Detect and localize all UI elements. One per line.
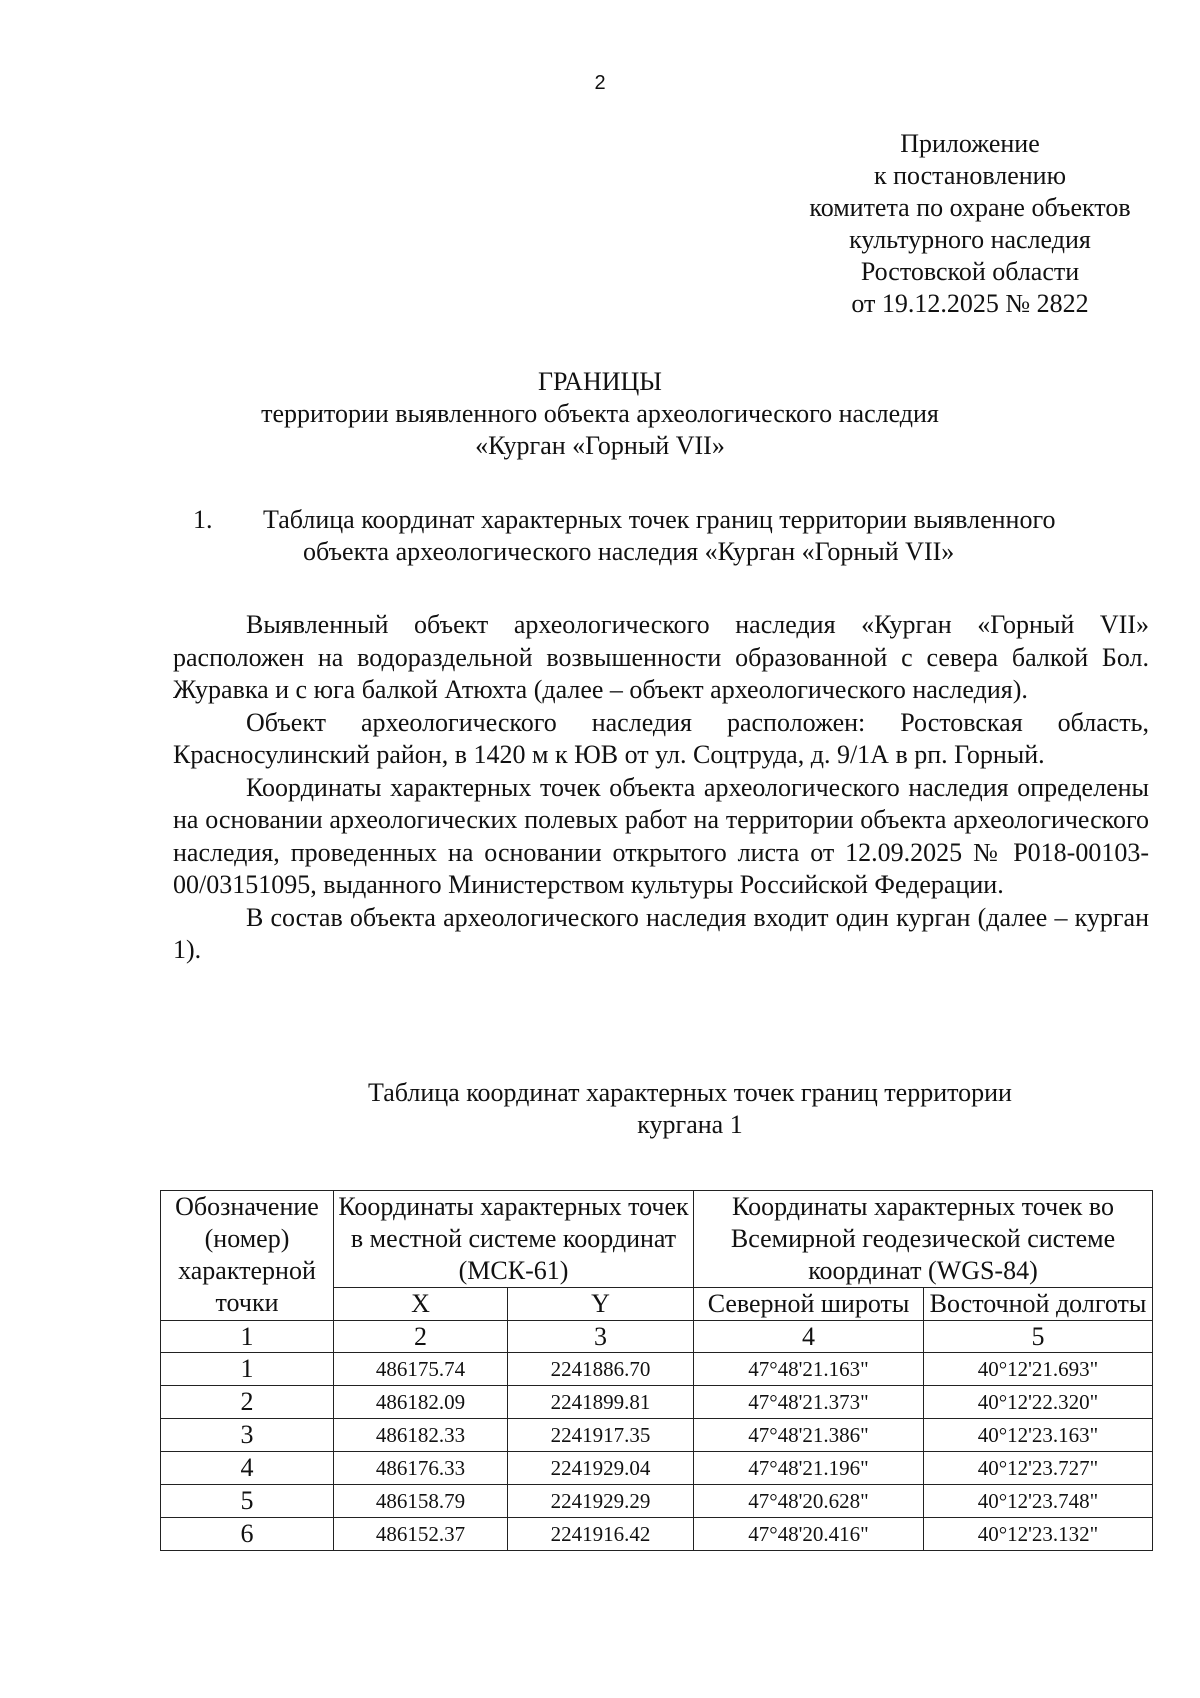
header-x: X bbox=[334, 1288, 508, 1321]
appendix-block bbox=[760, 128, 1180, 320]
paragraph: Объект археологического наследия расположен: Ростовская область, Красносулинский район, в 1420 м к ЮВ от ул. Соцтруда, д. 9/1А в рп. Горный. bbox=[173, 707, 1149, 769]
table-row bbox=[161, 1452, 1153, 1485]
table-row bbox=[161, 1386, 1153, 1419]
cell-x: 486182.09 bbox=[334, 1386, 508, 1419]
header-lon: Восточной долготы bbox=[924, 1288, 1153, 1321]
cell-point: 6 bbox=[161, 1518, 334, 1551]
cell-point: 5 bbox=[161, 1485, 334, 1518]
cell-x: 486176.33 bbox=[334, 1452, 508, 1485]
cell-lon: 40°12'21.693" bbox=[924, 1353, 1153, 1386]
header-msk: Координаты характерных точек в местной системе координат (МСК-61) bbox=[334, 1191, 694, 1288]
page-number: 2 bbox=[594, 72, 606, 94]
cell-y: 2241916.42 bbox=[508, 1518, 694, 1551]
column-number: 5 bbox=[924, 1321, 1153, 1353]
column-number-row bbox=[161, 1321, 1153, 1353]
cell-lat: 47°48'20.628" bbox=[694, 1485, 924, 1518]
cell-x: 486182.33 bbox=[334, 1419, 508, 1452]
table-row bbox=[161, 1419, 1153, 1452]
column-number: 4 bbox=[694, 1321, 924, 1353]
appendix-line: комитета по охране объектов bbox=[809, 193, 1131, 222]
column-number: 1 bbox=[161, 1321, 334, 1353]
appendix-line: к постановлению bbox=[873, 161, 1067, 190]
cell-lat: 47°48'21.163" bbox=[694, 1353, 924, 1386]
section-title: Таблица координат характерных точек границ территории выявленного bbox=[263, 505, 1056, 534]
cell-lat: 47°48'21.386" bbox=[694, 1419, 924, 1452]
header-lat: Северной широты bbox=[694, 1288, 924, 1321]
cell-point: 4 bbox=[161, 1452, 334, 1485]
cell-x: 486158.79 bbox=[334, 1485, 508, 1518]
heading-subtitle: территории выявленного объекта археологического наследия bbox=[261, 399, 939, 428]
table-caption bbox=[0, 1077, 1200, 1141]
cell-y: 2241929.29 bbox=[508, 1485, 694, 1518]
section-number: 1. bbox=[193, 505, 213, 534]
header-y: Y bbox=[508, 1288, 694, 1321]
column-number: 3 bbox=[508, 1321, 694, 1353]
cell-y: 2241886.70 bbox=[508, 1353, 694, 1386]
table-caption-line: Таблица координат характерных точек границ территории bbox=[368, 1078, 1012, 1107]
body-text bbox=[173, 609, 1149, 967]
paragraph: Выявленный объект археологического наследия «Курган «Горный VII» расположен на водораздельной возвышенности образованной с севера балкой Бол. Журавка и с юга балкой Атюхта (далее – объект археологического наследия). bbox=[173, 610, 1149, 704]
cell-lon: 40°12'23.132" bbox=[924, 1518, 1153, 1551]
table-caption-line: кургана 1 bbox=[637, 1110, 743, 1139]
cell-lon: 40°12'22.320" bbox=[924, 1386, 1153, 1419]
cell-lon: 40°12'23.748" bbox=[924, 1485, 1153, 1518]
cell-lon: 40°12'23.163" bbox=[924, 1419, 1153, 1452]
table-row bbox=[161, 1353, 1153, 1386]
column-number: 2 bbox=[334, 1321, 508, 1353]
paragraph: В состав объекта археологического наследия входит один курган (далее – курган 1). bbox=[173, 902, 1149, 964]
appendix-line: культурного наследия bbox=[849, 225, 1091, 254]
coordinates-table bbox=[160, 1190, 1153, 1551]
appendix-line: Ростовской области bbox=[860, 257, 1080, 286]
table-header-row bbox=[161, 1191, 1153, 1288]
heading-subtitle: «Курган «Горный VII» bbox=[475, 431, 725, 460]
cell-lat: 47°48'21.373" bbox=[694, 1386, 924, 1419]
cell-y: 2241929.04 bbox=[508, 1452, 694, 1485]
cell-x: 486152.37 bbox=[334, 1518, 508, 1551]
table-row bbox=[161, 1485, 1153, 1518]
section-title: объекта археологического наследия «Курган «Горный VII» bbox=[303, 537, 955, 566]
appendix-line: Приложение bbox=[900, 129, 1040, 158]
table-row bbox=[161, 1518, 1153, 1551]
cell-point: 1 bbox=[161, 1353, 334, 1386]
header-wgs: Координаты характерных точек во Всемирной геодезической системе координат (WGS-84) bbox=[694, 1191, 1153, 1288]
cell-lat: 47°48'20.416" bbox=[694, 1518, 924, 1551]
header-designation: Обозначение (номер) характерной точки bbox=[161, 1191, 334, 1321]
document-heading bbox=[0, 366, 1200, 462]
cell-y: 2241899.81 bbox=[508, 1386, 694, 1419]
paragraph: Координаты характерных точек объекта археологического наследия определены на основании археологических полевых работ на территории объекта археологического наследия, проведенных на основании открытого листа от 12.09.2025 № Р018-00103-00/03151095, выданного Министерством культуры Российской Федерации. bbox=[173, 772, 1149, 899]
cell-y: 2241917.35 bbox=[508, 1419, 694, 1452]
appendix-line: от 19.12.2025 № 2822 bbox=[851, 289, 1089, 318]
cell-lon: 40°12'23.727" bbox=[924, 1452, 1153, 1485]
cell-point: 2 bbox=[161, 1386, 334, 1419]
cell-point: 3 bbox=[161, 1419, 334, 1452]
heading-title: ГРАНИЦЫ bbox=[538, 367, 662, 396]
cell-x: 486175.74 bbox=[334, 1353, 508, 1386]
cell-lat: 47°48'21.196" bbox=[694, 1452, 924, 1485]
